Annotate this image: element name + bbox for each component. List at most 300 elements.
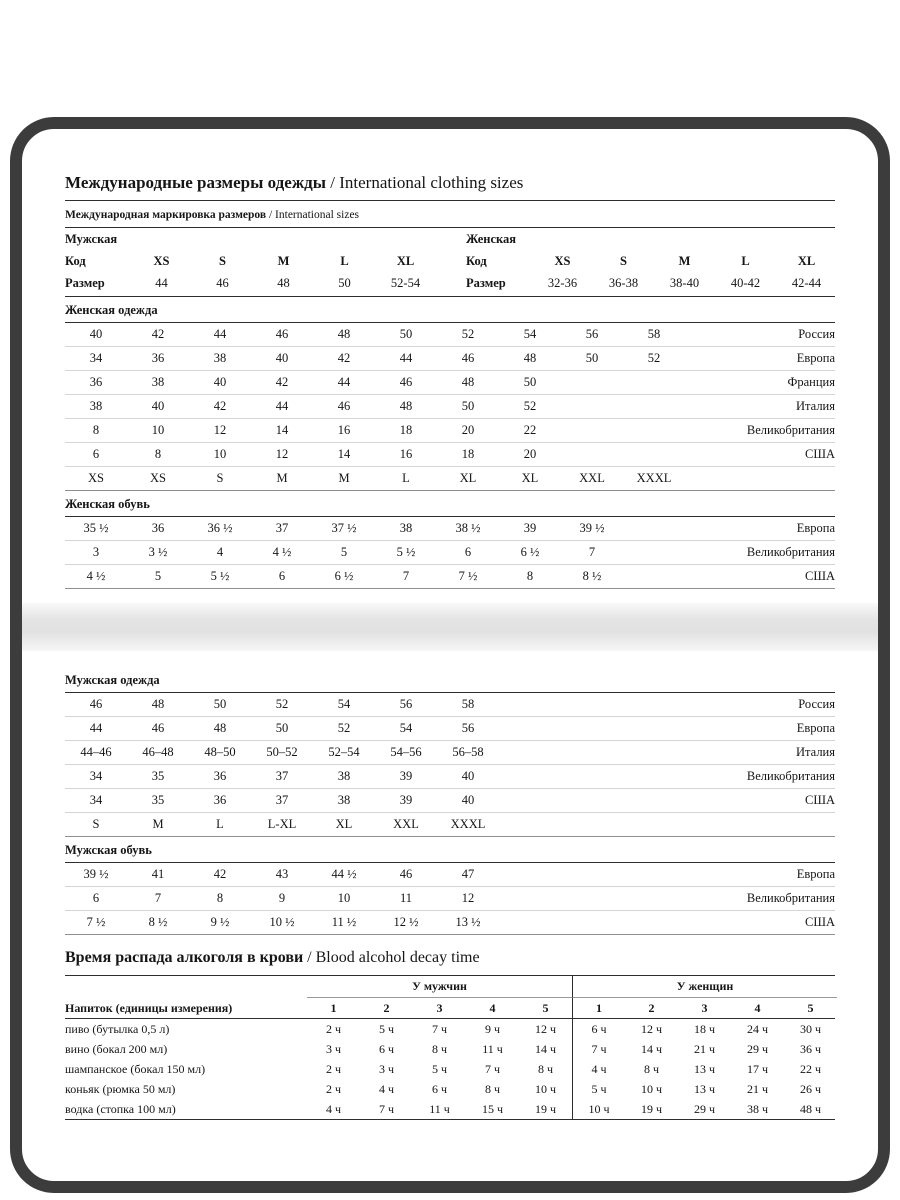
alcohol-group-header-row	[65, 976, 835, 998]
hours-cell: 4 ч	[378, 1081, 395, 1096]
size-cell: 8	[216, 891, 224, 905]
size-cell: XL	[459, 471, 477, 485]
size-cell	[561, 863, 623, 886]
page-title	[65, 173, 835, 201]
size-cell	[499, 789, 561, 812]
size-cell: 6 ½	[334, 569, 354, 583]
hours-cell: 6 ч	[378, 1041, 395, 1056]
size-cell: XS	[150, 471, 166, 485]
size-cell	[499, 887, 561, 910]
size-cell	[623, 765, 685, 788]
size-cell: 40	[213, 375, 227, 389]
hours-cell: 2 ч	[325, 1061, 342, 1076]
alcohol-row	[65, 1039, 835, 1059]
men-size: 50	[338, 275, 351, 290]
country-label	[685, 813, 835, 836]
hours-cell: 11 ч	[429, 1101, 450, 1116]
country-label: Великобритания	[746, 545, 835, 559]
alcohol-table-body	[65, 1019, 835, 1119]
hours-cell: 3 ч	[378, 1061, 395, 1076]
size-cell: 34	[89, 769, 103, 783]
size-row	[65, 789, 835, 813]
hours-cell: 9 ч	[484, 1021, 501, 1036]
size-cell: 7 ½	[86, 915, 106, 929]
size-cell: M	[152, 817, 164, 831]
hours-cell: 29 ч	[693, 1101, 716, 1116]
size-cell: 36	[151, 521, 165, 535]
hours-cell: 21 ч	[746, 1081, 769, 1096]
size-cell	[623, 887, 685, 910]
size-cell: 44	[89, 721, 103, 735]
country-label: Европа	[796, 721, 835, 735]
hours-cell: 8 ч	[484, 1081, 501, 1096]
hours-cell: 2 ч	[325, 1081, 342, 1096]
spacer-cell	[532, 228, 593, 250]
hours-cell: 12 ч	[534, 1021, 557, 1036]
size-cell: 37	[275, 793, 289, 807]
spacer-cell	[314, 228, 375, 250]
size-cell: 38	[213, 351, 227, 365]
size-row	[65, 693, 835, 717]
size-row	[65, 323, 835, 347]
women-size: 42-44	[791, 275, 822, 290]
alcohol-row	[65, 1079, 835, 1099]
size-cell: 6	[464, 545, 472, 559]
men-shoes-rows	[65, 863, 835, 935]
size-cell: 39	[399, 793, 413, 807]
size-cell	[499, 717, 561, 740]
men-hour-col: 1	[330, 1000, 337, 1015]
size-cell: 40	[89, 327, 103, 341]
size-cell: 50	[399, 327, 413, 341]
hours-cell: 15 ч	[481, 1101, 504, 1116]
size-cell	[499, 741, 561, 764]
size-cell: 14	[337, 447, 351, 461]
spacer-cell	[65, 976, 307, 998]
size-cell: 42	[337, 351, 351, 365]
size-cell: XL	[521, 471, 539, 485]
country-label: Россия	[798, 697, 835, 711]
size-cell: 12 ½	[393, 915, 419, 929]
size-cell: 10 ½	[269, 915, 295, 929]
women-hour-col: 3	[701, 1000, 708, 1015]
hours-cell: 18 ч	[693, 1021, 716, 1036]
size-cell: 5	[154, 569, 162, 583]
hours-cell: 7 ч	[484, 1061, 501, 1076]
page-frame	[10, 117, 890, 1193]
size-cell: 5	[340, 545, 348, 559]
size-cell: 38	[151, 375, 165, 389]
country-label: США	[805, 447, 835, 461]
alcohol-title-ru: Время распада алкоголя в крови	[65, 949, 304, 966]
size-cell: 48–50	[204, 745, 236, 759]
men-clothing-rows	[65, 693, 835, 837]
size-cell: 36	[213, 769, 227, 783]
women-group-header: У женщин	[572, 976, 837, 998]
size-row	[65, 911, 835, 935]
country-label: США	[805, 915, 835, 929]
size-cell: 50	[213, 697, 227, 711]
size-cell: 18	[399, 423, 413, 437]
size-cell	[623, 741, 685, 764]
page-1-content	[22, 129, 878, 589]
spacer-cell	[593, 228, 654, 250]
page-spread-gap	[22, 603, 878, 651]
size-cell	[623, 541, 685, 564]
size-cell	[623, 517, 685, 540]
spacer-cell	[715, 228, 776, 250]
size-cell: 44	[399, 351, 413, 365]
women-hour-col: 1	[572, 998, 625, 1018]
size-cell	[623, 395, 685, 418]
size-cell: 44–46	[80, 745, 112, 759]
country-label: Европа	[796, 521, 835, 535]
size-cell: 5 ½	[210, 569, 230, 583]
women-size: 40-42	[730, 275, 761, 290]
size-cell	[561, 813, 623, 836]
size-cell: 46–48	[142, 745, 174, 759]
women-hour-col: 4	[754, 1000, 761, 1015]
size-cell: 35	[151, 769, 165, 783]
size-cell: 42	[275, 375, 289, 389]
men-code: S	[219, 253, 226, 268]
size-cell: 11	[399, 891, 413, 905]
women-clothing-rows	[65, 323, 835, 491]
size-cell: 52	[647, 351, 661, 365]
men-size: 52-54	[390, 275, 421, 290]
hours-cell: 19 ч	[640, 1101, 663, 1116]
size-cell: 56	[399, 697, 413, 711]
size-cell: 8	[526, 569, 534, 583]
size-cell: 46	[89, 697, 103, 711]
size-cell: 56	[461, 721, 475, 735]
size-cell: 46	[399, 867, 413, 881]
size-cell: 54–56	[390, 745, 422, 759]
size-cell	[623, 717, 685, 740]
hours-cell: 5 ч	[431, 1061, 448, 1076]
size-cell: 58	[647, 327, 661, 341]
size-cell: 52	[337, 721, 351, 735]
size-cell: 58	[461, 697, 475, 711]
men-group-header: У мужчин	[307, 976, 572, 998]
women-size: 36-38	[608, 275, 639, 290]
size-cell	[623, 863, 685, 886]
size-cell: 8	[92, 423, 100, 437]
men-shoes-table	[65, 837, 835, 935]
drink-label: пиво (бутылка 0,5 л)	[65, 1021, 170, 1036]
size-cell: 34	[89, 793, 103, 807]
size-row	[65, 347, 835, 371]
size-cell: 6 ½	[520, 545, 540, 559]
size-cell: 48	[151, 697, 165, 711]
size-cell: 54	[523, 327, 537, 341]
size-cell	[623, 443, 685, 466]
size-cell: 52	[523, 399, 537, 413]
size-cell: 39	[523, 521, 537, 535]
size-row	[65, 517, 835, 541]
size-cell: 48	[461, 375, 475, 389]
hours-cell: 3 ч	[325, 1041, 342, 1056]
hours-cell: 5 ч	[572, 1079, 625, 1099]
marking-heading-en: / International sizes	[268, 209, 360, 221]
spacer-cell	[654, 228, 715, 250]
size-cell: 3	[92, 545, 100, 559]
alcohol-row	[65, 1059, 835, 1079]
men-code: M	[277, 253, 290, 268]
men-clothing-table	[65, 667, 835, 837]
size-row	[65, 813, 835, 837]
size-cell: 12	[275, 447, 289, 461]
size-cell	[623, 813, 685, 836]
drink-label: водка (стопка 100 мл)	[65, 1101, 176, 1116]
size-row	[65, 887, 835, 911]
drink-label: коньяк (рюмка 50 мл)	[65, 1081, 176, 1096]
country-label: Великобритания	[746, 891, 835, 905]
size-cell	[499, 863, 561, 886]
size-cell: 50	[275, 721, 289, 735]
men-code: XL	[396, 253, 415, 268]
size-cell: XXXL	[636, 471, 672, 485]
size-cell: 46	[399, 375, 413, 389]
hours-cell: 6 ч	[431, 1081, 448, 1096]
size-cell	[561, 765, 623, 788]
drink-label: шампанское (бокал 150 мл)	[65, 1061, 206, 1076]
hours-cell: 26 ч	[799, 1081, 822, 1096]
size-cell: 50–52	[266, 745, 298, 759]
men-hour-col: 2	[383, 1000, 390, 1015]
size-cell: M	[338, 471, 350, 485]
size-cell: 16	[399, 447, 413, 461]
size-cell	[623, 789, 685, 812]
size-cell: 9 ½	[210, 915, 230, 929]
country-label: Италия	[796, 399, 835, 413]
size-cell: 52	[275, 697, 289, 711]
women-code: L	[741, 253, 750, 268]
alcohol-row	[65, 1019, 835, 1039]
size-cell: 40	[461, 769, 475, 783]
size-cell: 35	[151, 793, 165, 807]
size-cell	[623, 371, 685, 394]
country-label: Европа	[796, 867, 835, 881]
spacer-cell	[375, 228, 436, 250]
hours-cell: 8 ч	[431, 1041, 448, 1056]
size-cell: XL	[335, 817, 353, 831]
size-cell: 14	[275, 423, 289, 437]
hours-cell: 7 ч	[378, 1101, 395, 1116]
hours-cell: 5 ч	[378, 1021, 395, 1036]
size-cell	[499, 911, 561, 934]
women-size: 32-36	[547, 275, 578, 290]
hours-cell: 13 ч	[693, 1081, 716, 1096]
size-cell: 56	[585, 327, 599, 341]
men-hour-col: 4	[489, 1000, 496, 1015]
hours-cell: 4 ч	[325, 1101, 342, 1116]
size-cell: 10	[337, 891, 351, 905]
size-cell: 8 ½	[148, 915, 168, 929]
country-label: США	[805, 793, 835, 807]
size-cell: 48	[523, 351, 537, 365]
hours-cell: 14 ч	[640, 1041, 663, 1056]
size-cell: 6	[92, 891, 100, 905]
size-cell: 7	[588, 545, 596, 559]
women-shoes-table	[65, 491, 835, 589]
women-clothing-heading: Женская одежда	[65, 297, 835, 323]
size-cell: 16	[337, 423, 351, 437]
hours-cell: 13 ч	[693, 1061, 716, 1076]
country-label: США	[805, 569, 835, 583]
hours-cell: 6 ч	[572, 1019, 625, 1039]
size-cell: XXXL	[450, 817, 486, 831]
size-cell: 43	[275, 867, 289, 881]
marking-heading-ru: Международная маркировка размеров	[65, 209, 267, 221]
drink-column-header: Напиток (единицы измерения)	[65, 1000, 233, 1015]
size-cell: 41	[151, 867, 165, 881]
size-cell: 4	[216, 545, 224, 559]
country-label: Европа	[796, 351, 835, 365]
men-size: 44	[155, 275, 168, 290]
size-cell	[499, 693, 561, 716]
hours-cell: 29 ч	[746, 1041, 769, 1056]
size-cell: 38	[337, 769, 351, 783]
hours-cell: 38 ч	[746, 1101, 769, 1116]
marking-heading	[65, 209, 835, 228]
hours-cell: 24 ч	[746, 1021, 769, 1036]
country-label: Россия	[798, 327, 835, 341]
size-cell	[499, 765, 561, 788]
men-hour-col: 5	[542, 1000, 549, 1015]
hours-cell: 10 ч	[640, 1081, 663, 1096]
size-cell	[561, 693, 623, 716]
size-cell: 12	[461, 891, 475, 905]
size-cell: 44	[275, 399, 289, 413]
size-cell: L	[216, 817, 224, 831]
country-label: Великобритания	[746, 423, 835, 437]
women-size-label: Размер	[466, 275, 506, 290]
men-shoes-heading: Мужская обувь	[65, 837, 835, 863]
size-cell	[561, 443, 623, 466]
spacer-cell	[776, 228, 837, 250]
size-cell: 40	[275, 351, 289, 365]
hours-cell: 7 ч	[431, 1021, 448, 1036]
size-cell: 12	[213, 423, 227, 437]
size-cell: 44	[213, 327, 227, 341]
hours-cell: 10 ч	[534, 1081, 557, 1096]
size-cell	[561, 887, 623, 910]
size-cell	[623, 419, 685, 442]
men-size: 46	[216, 275, 229, 290]
hours-cell: 30 ч	[799, 1021, 822, 1036]
size-cell: 6	[92, 447, 100, 461]
size-row	[65, 565, 835, 589]
size-cell: 50	[461, 399, 475, 413]
size-cell: XS	[88, 471, 104, 485]
country-label: Франция	[787, 375, 835, 389]
size-cell: 48	[399, 399, 413, 413]
size-cell: 3 ½	[148, 545, 168, 559]
page-title-ru: Международные размеры одежды	[65, 173, 327, 192]
size-cell: 6	[278, 569, 286, 583]
alcohol-title	[65, 949, 835, 967]
drink-label: вино (бокал 200 мл)	[65, 1041, 168, 1056]
hours-cell: 12 ч	[640, 1021, 663, 1036]
page-2-content	[22, 655, 878, 1120]
men-size: 48	[277, 275, 290, 290]
men-code: L	[340, 253, 349, 268]
size-cell: 22	[523, 423, 537, 437]
women-code: XS	[554, 253, 571, 268]
size-cell: 38	[337, 793, 351, 807]
size-cell: 36	[213, 793, 227, 807]
size-row	[65, 467, 835, 491]
women-size: 38-40	[669, 275, 700, 290]
size-cell: 4 ½	[272, 545, 292, 559]
men-code: XS	[153, 253, 170, 268]
size-cell: 5 ½	[396, 545, 416, 559]
men-size-label: Размер	[65, 275, 105, 290]
spacer-cell	[192, 228, 253, 250]
men-clothing-heading: Мужская одежда	[65, 667, 835, 693]
size-cell: 47	[461, 867, 475, 881]
size-cell	[561, 911, 623, 934]
size-cell: 9	[278, 891, 286, 905]
size-row	[65, 395, 835, 419]
size-row	[65, 717, 835, 741]
women-hour-col: 5	[807, 1000, 814, 1015]
size-row	[65, 863, 835, 887]
men-group-label: Мужская	[65, 231, 118, 246]
size-cell: 46	[151, 721, 165, 735]
women-code: S	[620, 253, 627, 268]
size-cell: 52	[461, 327, 475, 341]
size-cell	[499, 813, 561, 836]
size-cell: 48	[213, 721, 227, 735]
hours-cell: 8 ч	[643, 1061, 660, 1076]
spacer-cell	[253, 228, 314, 250]
women-code: XL	[797, 253, 816, 268]
size-cell	[561, 371, 623, 394]
size-cell: 38	[399, 521, 413, 535]
size-cell: 37	[275, 769, 289, 783]
men-hour-col: 3	[436, 1000, 443, 1015]
hours-cell: 22 ч	[799, 1061, 822, 1076]
size-row	[65, 765, 835, 789]
size-cell: 46	[275, 327, 289, 341]
size-cell: 38	[89, 399, 103, 413]
size-cell: 36	[151, 351, 165, 365]
hours-cell: 19 ч	[534, 1101, 557, 1116]
hours-cell: 11 ч	[482, 1041, 503, 1056]
size-cell: 11 ½	[331, 915, 357, 929]
alcohol-title-en: / Blood alcohol decay time	[307, 949, 480, 966]
page-title-en: / International clothing sizes	[330, 173, 524, 192]
size-cell: 8 ½	[582, 569, 602, 583]
size-cell: 39 ½	[83, 867, 109, 881]
women-shoes-rows	[65, 517, 835, 589]
size-row	[65, 371, 835, 395]
size-cell	[561, 419, 623, 442]
size-cell: 7	[402, 569, 410, 583]
size-cell: 40	[461, 793, 475, 807]
size-cell: 20	[523, 447, 537, 461]
alcohol-columns-header-row	[65, 998, 835, 1019]
women-marking-half	[466, 228, 837, 294]
alcohol-row	[65, 1099, 835, 1119]
size-cell: 13 ½	[455, 915, 481, 929]
hours-cell: 10 ч	[572, 1099, 625, 1119]
women-group-label: Женская	[466, 231, 517, 246]
size-cell: 4 ½	[86, 569, 106, 583]
women-code-label: Код	[466, 253, 487, 268]
